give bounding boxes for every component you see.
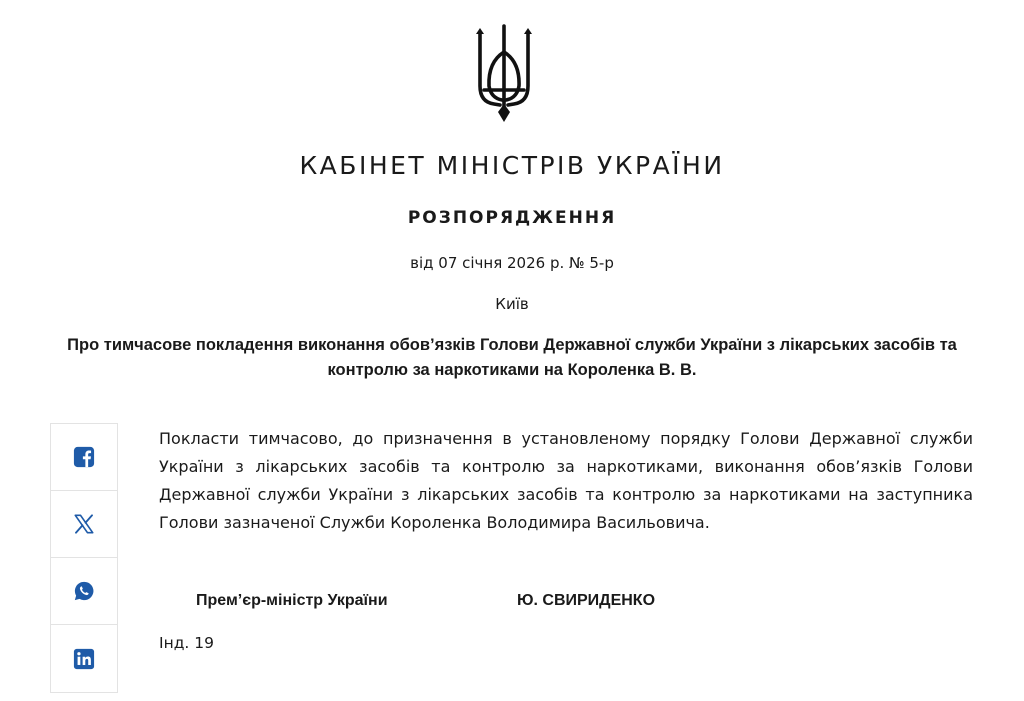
document-subject: Про тимчасове покладення виконання обов’язків Голови Державної служби України з лікарських засобів та контролю за наркотиками на Короленка В. В. [67, 336, 957, 379]
signature-name: Ю. СВИРИДЕНКО [517, 592, 656, 609]
facebook-icon [73, 446, 95, 468]
share-facebook-button[interactable] [51, 424, 117, 491]
whatsapp-icon [73, 580, 95, 602]
x-icon [73, 513, 95, 535]
document-index: Інд. 19 [159, 634, 214, 652]
signature-position: Прем’єр-міністр України [196, 592, 388, 609]
coat-of-arms-icon [472, 24, 536, 124]
document-body: Покласти тимчасово, до призначення в установленому порядку Голови Державної служби України з лікарських засобів та контролю за наркотиками, виконання обов’язків Голови Державної служби України з лікарських засобів та контролю за наркотиками на заступника Голови зазначеної Служби Короленка Володимира Васильовича. [159, 429, 973, 532]
share-x-button[interactable] [51, 491, 117, 558]
org-title: КАБІНЕТ МІНІСТРІВ УКРАЇНИ [299, 151, 725, 180]
share-whatsapp-button[interactable] [51, 558, 117, 625]
share-linkedin-button[interactable] [51, 625, 117, 692]
document-type: РОЗПОРЯДЖЕННЯ [407, 208, 617, 228]
share-bar [50, 423, 118, 693]
linkedin-icon [73, 648, 95, 670]
document-city: Київ [495, 295, 529, 313]
document-date: від 07 січня 2026 р. № 5-р [410, 254, 614, 272]
